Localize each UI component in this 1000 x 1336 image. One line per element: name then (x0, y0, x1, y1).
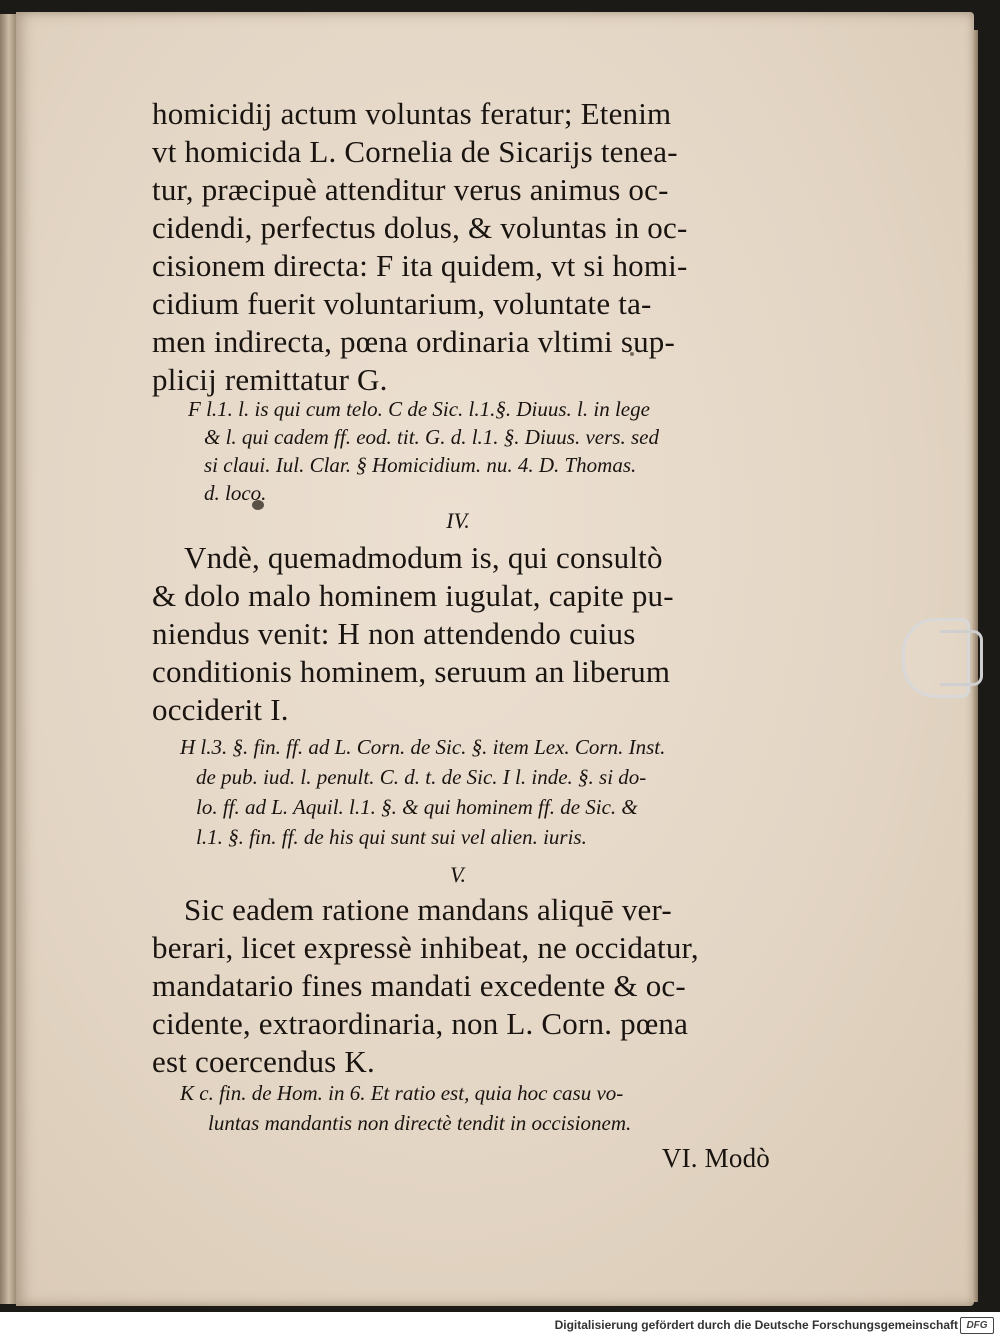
body-line: homicidij actum voluntas feratur; Etenim (152, 96, 672, 131)
footnote-line: de pub. iud. l. penult. C. d. t. de Sic. I l. inde. §. si do- (196, 765, 647, 789)
paper-clip-arm (940, 630, 983, 686)
body-line: men indirecta, pœna ordinaria vltimi sup- (152, 324, 675, 359)
body-line: cisionem directa: F ita quidem, vt si homi- (152, 248, 688, 283)
body-line: cidente, extraordinaria, non L. Corn. pœna (152, 1006, 689, 1041)
body-line: conditionis hominem, seruum an liberum (152, 654, 671, 689)
body-line: mandatario fines mandati excedente & oc- (152, 968, 686, 1003)
catchword: VI. Modò (661, 1143, 770, 1173)
footnote-line: H l.3. §. fin. ff. ad L. Corn. de Sic. §. item Lex. Corn. Inst. (180, 735, 666, 759)
body-line: cidendi, perfectus dolus, & voluntas in oc- (152, 210, 688, 245)
funding-notice: Digitalisierung gefördert durch die Deutsche Forschungsgemeinschaft (554, 1318, 958, 1332)
body-line: est coercendus K. (152, 1044, 375, 1079)
body-line: vt homicida L. Cornelia de Sicarijs tenea- (152, 134, 678, 169)
footnote-line: si claui. Iul. Clar. § Homicidium. nu. 4. D. Thomas. (204, 453, 637, 477)
body-line: & dolo malo hominem iugulat, capite pu- (152, 578, 674, 613)
body-line: tur, præcipuè attenditur verus animus oc- (152, 172, 669, 207)
footnote-line: & l. qui cadem ff. eod. tit. G. d. l.1. §. Diuus. vers. sed (204, 425, 659, 449)
footnote-line: l.1. §. fin. ff. de his qui sunt sui vel alien. iuris. (196, 825, 587, 849)
section-heading: V. (449, 862, 467, 887)
body-line: plicij remittatur G. (152, 362, 388, 397)
footnote-line: luntas mandantis non directè tendit in occisionem. (208, 1111, 632, 1135)
body-line: cidium fuerit voluntarium, voluntate ta- (152, 286, 652, 321)
body-line: occiderit I. (152, 692, 289, 727)
previous-page-edge (0, 14, 16, 1304)
body-line: niendus venit: H non attendendo cuius (152, 616, 636, 651)
footnote-line: d. loco. (204, 481, 267, 505)
footnote-line: lo. ff. ad L. Aquil. l.1. §. & qui hominem ff. de Sic. & (196, 795, 638, 819)
footnote-line: K c. fin. de Hom. in 6. Et ratio est, quia hoc casu vo- (180, 1081, 624, 1105)
body-line: Vndè, quemadmodum is, qui consultò (184, 540, 663, 575)
footnote-line: F l.1. l. is qui cum telo. C de Sic. l.1.§. Diuus. l. in lege (188, 397, 650, 421)
body-line: Sic eadem ratione mandans aliquē ver- (184, 892, 672, 927)
dfg-logo-icon[interactable]: DFG (960, 1317, 994, 1334)
body-line: berari, licet expressè inhibeat, ne occidatur, (152, 930, 699, 965)
section-heading: IV. (446, 508, 470, 533)
